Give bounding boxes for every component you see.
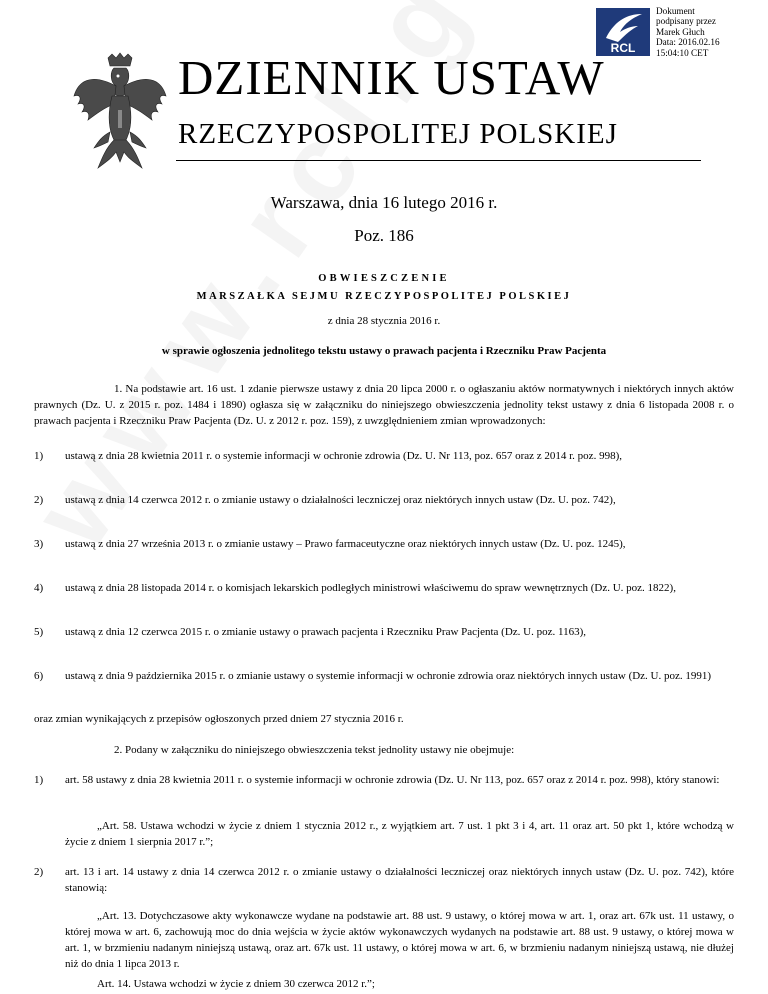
list-item-text: ustawą z dnia 14 czerwca 2012 r. o zmianie ustawy o działalności leczniczej oraz niektórych innych ustaw (Dz. U. poz. 742),: [65, 494, 616, 506]
rcl-signature-logo: [596, 8, 650, 56]
place-date: Warszawa, dnia 16 lutego 2016 r.: [270, 193, 498, 212]
list-item-text: ustawą z dnia 12 czerwca 2015 r. o zmianie ustawy o prawach pacjenta i Rzeczniku Praw Pacjenta (Dz. U. poz. 1163),: [65, 626, 586, 638]
signature-line: 15:04:10 CET: [656, 47, 709, 58]
list-item: [34, 448, 734, 464]
list-item-number: 5): [34, 626, 44, 638]
journal-subtitle: RZECZYPOSPOLITEJ POLSKIEJ: [178, 118, 618, 150]
quoted-provision: „Art. 58. Ustawa wchodzi w życie z dniem 1 stycznia 2012 r., z wyjątkiem art. 7 ust. 1 pkt 3 i 4, art. 11 oraz art. 50 pkt 1, które wchodzą w życie z dniem 1 sierpnia 2017 r.”;: [65, 820, 734, 848]
paragraph-2: 2. Podany w załączniku do niniejszego obwieszczenia tekst jednolity ustawy nie obejmuje:: [114, 744, 515, 756]
list-item-number: 6): [34, 670, 44, 682]
list-item-text: ustawą z dnia 9 października 2015 r. o zmianie ustawy o systemie informacji w ochronie zdrowia oraz niektórych innych ustaw (Dz. U. poz. 1991): [65, 670, 712, 682]
journal-title: DZIENNIK USTAW: [178, 50, 605, 105]
list-item: [34, 492, 734, 508]
act-type: OBWIESZCZENIE: [318, 273, 450, 284]
list-item: [34, 668, 734, 684]
paragraph-1: 1. Na podstawie art. 16 ust. 1 zdanie pierwsze ustawy z dnia 20 lipca 2000 r. o ogłaszaniu aktów normatywnych i niektórych innych aktów prawnych (Dz. U. z 2015 r. poz. 1484 i 1890) ogłasza się w załączniku do niniejszego obwieszczenia jednolity tekst ustawy z dnia 6 listopada 2008 r. o prawach pacjenta i Rzeczniku Praw Pacjenta (Dz. U. z 2012 r. poz. 159), z uwzględnieniem zmian wprowadzonych:: [34, 383, 734, 427]
quoted-provision: „Art. 13. Dotychczasowe akty wykonawcze wydane na podstawie art. 88 ust. 9 ustawy, o której mowa w art. 1, oraz art. 67k ust. 11 ustawy, o której mowa w art. 6, zachowują moc do dnia wejścia w życie aktów wykonawczych wydanych na podstawie art. 88 ust. 9 ustawy, o której mowa w art. 1, w brzmieniu nadanym niniejszą ustawą, oraz art. 67k ust. 11 ustawy, o której mowa w art. 6, w brzmieniu nadanym niniejszą ustawą, nie dłużej niż do dnia 1 lipca 2013 r.: [65, 910, 734, 970]
list-item-text: ustawą z dnia 28 listopada 2014 r. o komisjach lekarskich podległych ministrowi właściwemu do spraw wewnętrznych (Dz. U. poz. 1822),: [65, 582, 676, 594]
list-item-number: 1): [34, 774, 44, 786]
signature-line: Marek Głuch: [656, 26, 705, 37]
list-item-text: ustawą z dnia 27 września 2013 r. o zmianie ustawy – Prawo farmaceutyczne oraz niektórych innych ustaw (Dz. U. poz. 1245),: [65, 538, 626, 550]
list-item-text: art. 58 ustawy z dnia 28 kwietnia 2011 r. o systemie informacji w ochronie zdrowia (Dz. U. Nr 113, poz. 657 oraz z 2014 r. poz. 998), który stanowi:: [65, 774, 720, 786]
position-number: Poz. 186: [354, 226, 414, 245]
signature-line: Data: 2016.02.16: [656, 37, 720, 48]
list-item-number: 1): [34, 450, 44, 462]
act-subject: w sprawie ogłoszenia jednolitego tekstu ustawy o prawach pacjenta i Rzeczniku Praw Pacjenta: [161, 345, 607, 357]
list-item-text: art. 13 i art. 14 ustawy z dnia 14 czerwca 2012 r. o zmianie ustawy o działalności leczniczej oraz niektórych innych ustaw (Dz. U. poz. 742), które stanowią:: [65, 866, 734, 894]
signature-line: Dokument: [656, 6, 695, 16]
act-date: z dnia 28 stycznia 2016 r.: [327, 315, 441, 327]
quoted-provision: Art. 14. Ustawa wchodzi w życie z dniem 30 czerwca 2012 r.”;: [97, 978, 375, 990]
list-item: [34, 864, 734, 896]
list-item: [34, 536, 734, 552]
rcl-logo-text: RCL: [610, 41, 636, 55]
list-item: [34, 624, 734, 640]
list-item-number: 4): [34, 582, 44, 594]
signature-info: [656, 6, 766, 58]
list-item-text: ustawą z dnia 28 kwietnia 2011 r. o systemie informacji w ochronie zdrowia (Dz. U. Nr 113, poz. 657 oraz z 2014 r. poz. 998),: [65, 450, 622, 462]
list-item: [34, 772, 734, 788]
closing-line: oraz zmian wynikających z przepisów ogłoszonych przed dniem 27 stycznia 2016 r.: [34, 713, 404, 725]
list-item-number: 2): [34, 494, 44, 506]
polish-eagle-emblem: [70, 52, 170, 172]
list-item: [34, 580, 734, 596]
act-author: MARSZAŁKA SEJMU RZECZYPOSPOLITEJ POLSKIEJ: [196, 291, 572, 302]
list-item-number: 2): [34, 866, 44, 878]
title-divider: [176, 160, 701, 161]
list-item-number: 3): [34, 538, 44, 550]
signature-line: podpisany przez: [656, 16, 716, 27]
